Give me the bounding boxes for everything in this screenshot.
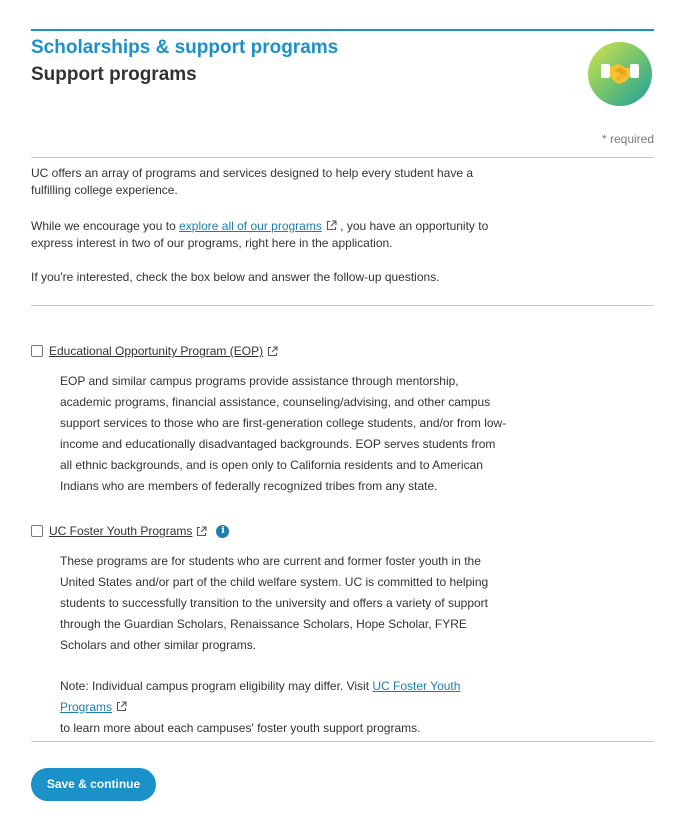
external-link-icon bbox=[267, 346, 278, 357]
info-icon[interactable]: i bbox=[216, 525, 229, 538]
intro-paragraph-2 bbox=[31, 218, 511, 252]
section-title: Scholarships & support programs bbox=[31, 37, 339, 58]
foster-youth-note bbox=[60, 676, 510, 739]
foster-youth-programs-link[interactable]: UC Foster Youth Programs bbox=[60, 679, 461, 714]
eop-option bbox=[49, 344, 278, 358]
intro-text: , you have an opportunity to express interest in two of our programs, right here in the application. bbox=[31, 219, 489, 250]
eop-link[interactable]: Educational Opportunity Program (EOP) bbox=[49, 344, 264, 358]
support-badge bbox=[588, 42, 652, 106]
foster-youth-checkbox[interactable] bbox=[31, 525, 43, 537]
page-title: Support programs bbox=[31, 64, 197, 85]
external-link-icon bbox=[196, 526, 207, 537]
note-text: to learn more about each campuses' foster youth support programs. bbox=[60, 721, 421, 735]
explore-programs-link[interactable]: explore all of our programs bbox=[179, 219, 322, 233]
foster-youth-option bbox=[49, 524, 229, 538]
required-note: * required bbox=[601, 132, 654, 146]
eop-checkbox[interactable] bbox=[31, 345, 43, 357]
top-accent-rule bbox=[31, 29, 654, 31]
intro-paragraph-1: UC offers an array of programs and services designed to help every student have a fulfilling college experience. bbox=[31, 166, 474, 197]
intro-text: While we encourage you to bbox=[31, 219, 180, 233]
divider-top bbox=[31, 157, 654, 158]
foster-youth-link[interactable]: UC Foster Youth Programs bbox=[49, 524, 193, 538]
note-text: Note: Individual campus program eligibility may differ. Visit bbox=[60, 679, 373, 693]
external-link-icon bbox=[326, 220, 337, 231]
divider-middle bbox=[31, 305, 654, 306]
foster-youth-description: These programs are for students who are current and former foster youth in the United States and/or part of the child welfare system. UC is committed to helping students to successfully transition to the university and offers a variety of support through the Guardian Scholars, Renaissance Scholars, Hope Scholar, FYRE Scholars and other similar programs. bbox=[60, 554, 489, 652]
intro-paragraph-3: If you're interested, check the box below and answer the follow-up questions. bbox=[31, 270, 440, 284]
external-link-icon bbox=[116, 701, 127, 712]
divider-bottom bbox=[31, 741, 654, 742]
handshake-icon bbox=[599, 59, 641, 89]
eop-description: EOP and similar campus programs provide assistance through mentorship, academic programs, financial assistance, counseling/advising, and other campus support services to those who are first-generation college students, and/or from low-income and educationally disadvantaged backgrounds. EOP serves students from all ethnic backgrounds, and is open only to California residents and to American Indians who are members of federally recognized tribes from any state. bbox=[60, 374, 507, 493]
save-continue-button[interactable]: Save & continue bbox=[31, 768, 156, 801]
